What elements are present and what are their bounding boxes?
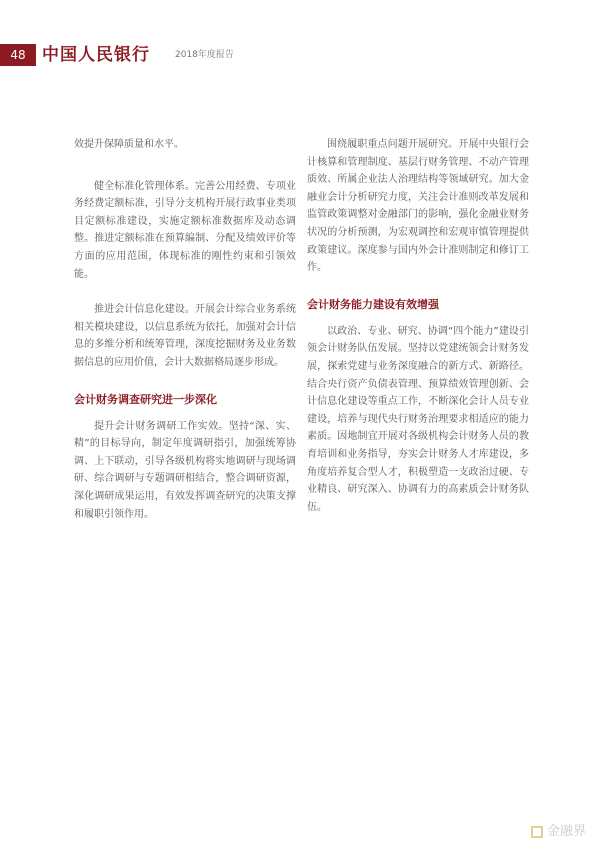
- right-column: [307, 136, 529, 516]
- paragraph: 推进会计信息化建设。开展会计综合业务系统相关模块建设，以信息系统为依托，加强对会计信息的多维分析和统筹管理，深度挖掘财务及业务数据信息的应用价值，会计大数据格局逐步形成。: [74, 304, 296, 368]
- paragraph: 围绕履职重点问题开展研究。开展中央银行会计核算和管理制度、基层行财务管理、不动产管理质效、所属企业法人治理结构等领域研究。加大金融业会计分析研究力度，关注会计准则改革发展和监管政策调整对金融部门的影响，强化金融业财务状况的分析预测，为宏观调控和宏观审慎管理提供政策建议。深度参与国内外会计准则制定和修订工作。: [307, 139, 529, 274]
- section-heading: 会计财务能力建设有效增强: [307, 297, 439, 311]
- section-heading: 会计财务调查研究进一步深化: [74, 392, 217, 406]
- paragraph: 提升会计财务调研工作实效。坚持“深、实、精”的目标导向，制定年度调研指引，加强统筹协调、上下联动，引导各级机构将实地调研与现场调研、综合调研与专题调研相结合，整合调研资源，深化调研成果运用，有效发挥调查研究的决策支撑和履职引领作用。: [74, 420, 296, 520]
- watermark: [531, 825, 586, 839]
- left-column: [74, 136, 296, 523]
- paragraph: 健全标准化管理体系。完善公用经费、专项业务经费定额标准，引导分支机构开展行政事业类项目定额标准建设，实施定额标准数据库及动态调整。推进定额标准在预算编制、分配及绩效评价等方面的应用范围，体现标准的刚性约束和引领效能。: [74, 180, 296, 280]
- report-title: 2018年度报告: [175, 50, 234, 60]
- page-header: [0, 44, 600, 66]
- paragraph: 以政治、专业、研究、协调“四个能力”建设引领会计财务队伍发展。坚持以党建统领会计财务发展，探索党建与业务深度融合的新方式、新路径。结合央行资产负债表管理、预算绩效管理创新、会计信息化建设等重点工作，不断深化会计人员专业建设，培养与现代央行财务治理要求相适应的能力素质。因地制宜开展对各级机构会计财务人员的教育培训和业务指导，夯实会计财务人才库建设，多角度培养复合型人才，积极塑造一支政治过硬、专业精良、研究深入、协调有力的高素质会计财务队伍。: [307, 325, 529, 513]
- watermark-text: 金融界: [546, 824, 586, 839]
- page-number: 48: [0, 44, 36, 66]
- bank-logo: 中国人民银行: [42, 45, 150, 65]
- paragraph: 效提升保障质量和水平。: [74, 139, 184, 150]
- watermark-logo-icon: [531, 826, 543, 838]
